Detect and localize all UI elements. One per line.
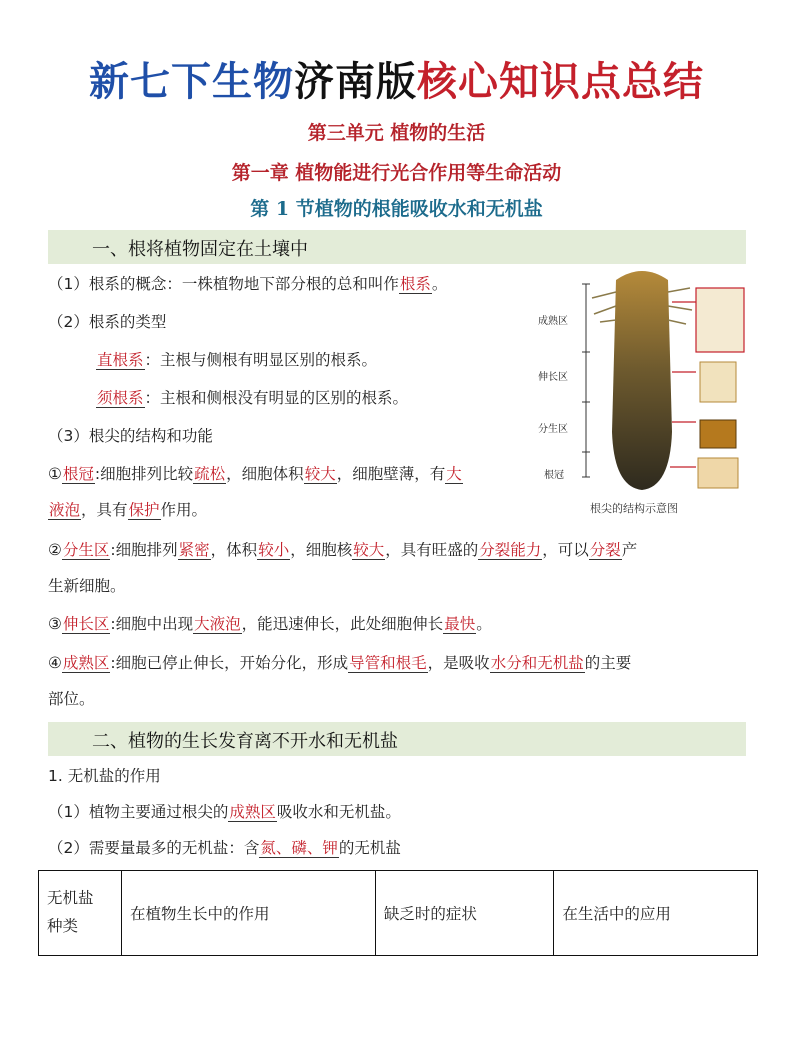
keyword: 成熟区: [62, 654, 110, 672]
elongation-cell-inset: [700, 362, 736, 402]
keyword: 伸长区: [62, 615, 110, 633]
text: （2）需要量最多的无机盐：含: [48, 839, 260, 857]
text: ，细胞核: [290, 541, 353, 559]
title-part-2: 济南版: [294, 58, 417, 105]
meristem-cell-inset: [700, 420, 736, 448]
keyword: 分生区: [62, 541, 110, 559]
maturation-line-1: [48, 651, 631, 673]
root-cap-cell-inset: [698, 458, 738, 488]
text: ①: [48, 465, 62, 483]
fibrous-root-line: [96, 386, 408, 408]
section-heading: 第 1 节植物的根能吸收水和无机盐: [250, 198, 543, 220]
keyword: 最快: [444, 615, 476, 633]
keyword-fibrous-root: 须根系: [97, 389, 144, 407]
keyword: 较大: [353, 541, 385, 559]
text: 产: [621, 541, 638, 559]
keyword-npk: 氮、磷、钾: [260, 839, 338, 857]
part1-heading: 一、根将植物固定在土壤中: [92, 239, 308, 260]
header-role: 在植物生长中的作用: [122, 871, 376, 956]
text: （1）植物主要通过根尖的: [48, 803, 229, 821]
text: ，可以: [542, 541, 589, 559]
meristem-line-1: [48, 538, 637, 560]
root-cap-line-1: [48, 462, 463, 484]
keyword: 水分和无机盐: [490, 654, 584, 672]
part1-heading-band: [48, 230, 746, 264]
text: （1）根系的概念：一株植物地下部分根的总和叫作: [48, 275, 399, 293]
keyword: 保护: [128, 501, 160, 519]
text: 的主要: [584, 654, 632, 672]
root-cap-line-2: [48, 498, 207, 520]
chapter-heading: 第一章 植物能进行光合作用等生命活动: [231, 162, 562, 184]
table-header-row: [39, 871, 758, 956]
label-meristem-zone: 分生区: [538, 424, 568, 435]
part2-heading: 二、植物的生长发育离不开水和无机盐: [92, 731, 398, 752]
header-mineral-type: 无机盐 种类: [39, 871, 122, 956]
text: 作用。: [160, 501, 208, 519]
keyword: 根冠: [62, 465, 94, 483]
text: 吸收水和无机盐。: [276, 803, 401, 821]
text: ，具有: [81, 501, 128, 519]
text: :细胞排列: [110, 541, 178, 559]
header-deficiency: 缺乏时的症状: [375, 871, 553, 956]
text: ②: [48, 541, 62, 559]
root-tip-structure: （3）根尖的结构和功能: [48, 427, 213, 445]
keyword: 大液泡: [194, 615, 241, 633]
label-elongation-zone: 伸长区: [538, 372, 568, 383]
unit-heading: 第三单元 植物的生活: [307, 122, 486, 144]
root-system-types: （2）根系的类型: [48, 313, 167, 331]
page-title: [0, 50, 793, 107]
root-body: [612, 271, 672, 490]
text: :细胞排列比较: [94, 465, 194, 483]
title-part-3: 核心知识点总结: [417, 58, 704, 105]
text: ，细胞壁薄，有: [336, 465, 446, 483]
text: ③: [48, 615, 62, 633]
keyword: 液泡: [49, 501, 81, 519]
taproot-line: [96, 348, 377, 370]
mineral-role-heading: 1. 无机盐的作用: [48, 767, 161, 785]
root-system-definition: [48, 272, 447, 294]
text: ④: [48, 654, 62, 672]
main-minerals: [48, 836, 401, 858]
text: :细胞中出现: [110, 615, 194, 633]
keyword: 分裂能力: [479, 541, 542, 559]
mineral-table: [38, 870, 758, 956]
text: 。: [431, 275, 448, 293]
keyword: 疏松: [194, 465, 226, 483]
text: ，细胞体积: [226, 465, 304, 483]
text: ，体积: [210, 541, 258, 559]
figure-caption: 根尖的结构示意图: [590, 502, 678, 515]
elongation-line: [48, 612, 492, 634]
keyword: 紧密: [178, 541, 210, 559]
text: ：主根与侧根有明显区别的根系。: [144, 351, 378, 369]
text: ，能迅速伸长，此处细胞伸长: [241, 615, 444, 633]
part2-heading-band: [48, 722, 746, 756]
keyword: 较小: [258, 541, 290, 559]
label-root-cap: 根冠: [544, 470, 564, 481]
keyword: 大: [446, 465, 462, 483]
callout-lines: [670, 302, 696, 467]
text: :细胞已停止伸长，开始分化，形成: [110, 654, 349, 672]
label-maturation-zone: 成熟区: [538, 316, 568, 327]
maturation-line-2: 部位。: [48, 690, 95, 708]
text: ：主根和侧根没有明显的区别的根系。: [144, 389, 409, 407]
keyword: 导管和根毛: [349, 654, 427, 672]
keyword: 较大: [304, 465, 336, 483]
header-application: 在生活中的应用: [554, 871, 758, 956]
maturation-zone-absorbs: [48, 800, 401, 822]
zone-bracket: [582, 284, 590, 477]
text: ，具有旺盛的: [385, 541, 479, 559]
keyword-taproot: 直根系: [97, 351, 144, 369]
keyword: 分裂: [589, 541, 621, 559]
text: 。: [476, 615, 492, 633]
title-part-1: 新七下生物: [89, 58, 294, 105]
text: ，是吸收: [427, 654, 490, 672]
root-tip-figure: [530, 262, 748, 518]
keyword-root-system: 根系: [399, 275, 431, 293]
keyword-maturation-zone: 成熟区: [229, 803, 276, 821]
meristem-line-2: 生新细胞。: [48, 577, 126, 595]
text: 的无机盐: [338, 839, 401, 857]
maturation-cell-inset: [696, 288, 744, 352]
